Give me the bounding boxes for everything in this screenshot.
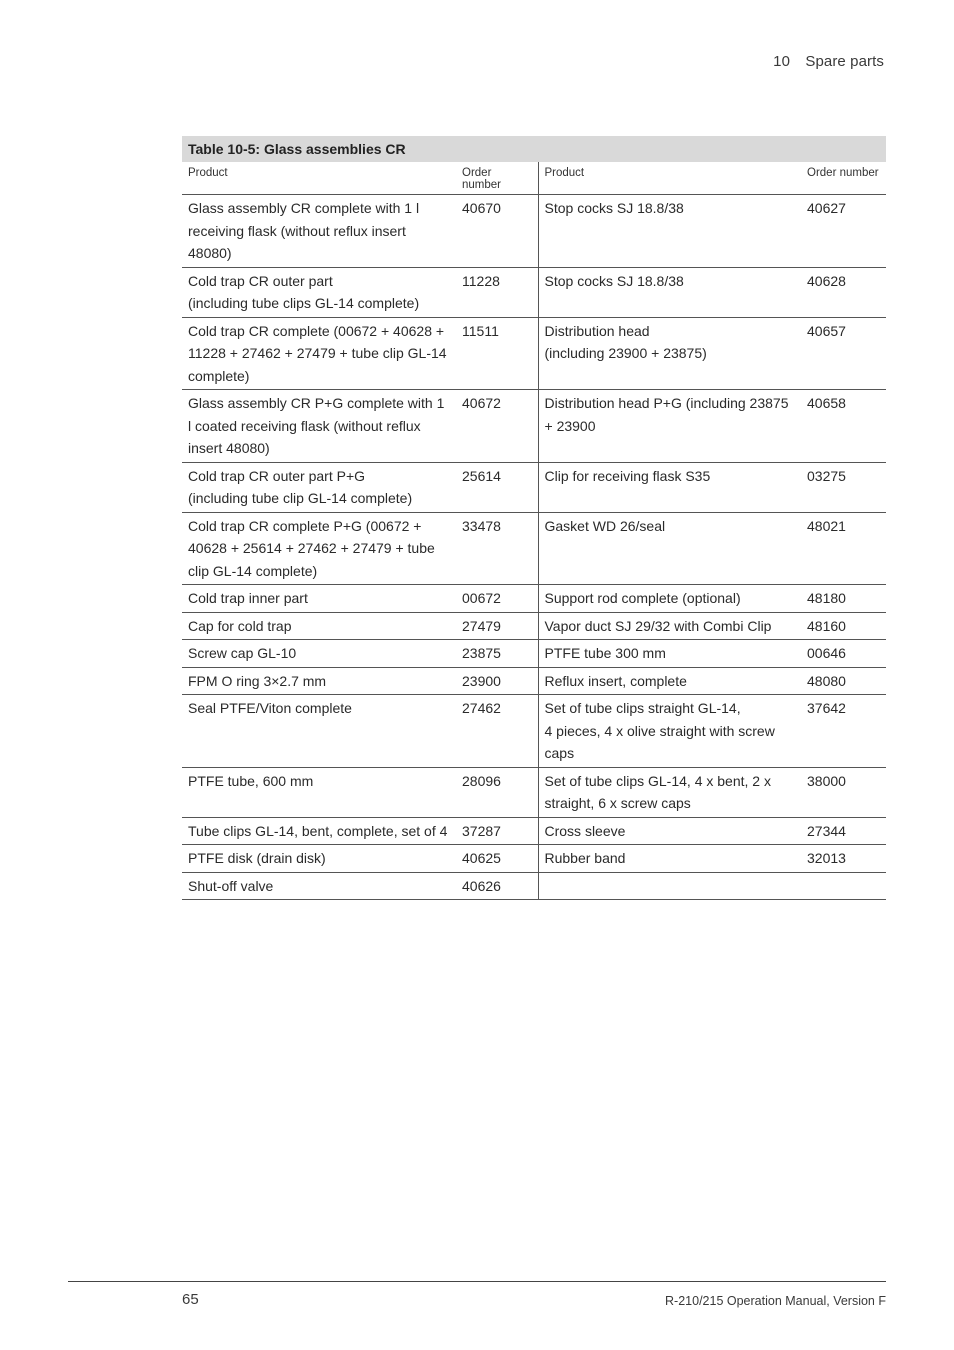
product-right-cell: Set of tube clips GL-14, 4 x bent, 2 x straight, 6 x screw caps xyxy=(538,767,801,817)
table-body xyxy=(182,195,886,900)
page-number: 65 xyxy=(182,1291,199,1308)
order-number-right-cell: 48180 xyxy=(801,585,886,613)
product-right-cell: Gasket WD 26/seal xyxy=(538,512,801,585)
table-row xyxy=(182,612,886,640)
order-number-left-cell: 23900 xyxy=(456,667,538,695)
footer-divider xyxy=(68,1281,886,1282)
spare-parts-table xyxy=(182,136,886,900)
product-right-cell: Rubber band xyxy=(538,845,801,873)
order-number-left-cell: 33478 xyxy=(456,512,538,585)
product-right-cell: Reflux insert, complete xyxy=(538,667,801,695)
table-row xyxy=(182,512,886,585)
product-right-cell: Support rod complete (optional) xyxy=(538,585,801,613)
chapter-number: 10 xyxy=(773,53,791,70)
table-row xyxy=(182,695,886,768)
table-row xyxy=(182,267,886,317)
product-right-cell: Cross sleeve xyxy=(538,817,801,845)
order-number-left-cell: 11511 xyxy=(456,317,538,390)
product-right-cell xyxy=(538,872,801,900)
order-number-left-cell: 37287 xyxy=(456,817,538,845)
order-number-left-cell: 40670 xyxy=(456,195,538,268)
order-number-right-cell: 00646 xyxy=(801,640,886,668)
table-row xyxy=(182,817,886,845)
product-left-cell: PTFE tube, 600 mm xyxy=(182,767,456,817)
column-header-product-left: Product xyxy=(182,162,456,195)
order-number-left-cell: 27462 xyxy=(456,695,538,768)
product-left-cell: Cold trap CR complete (00672 + 40628 + 11228 + 27462 + 27479 + tube clip GL-14 complete) xyxy=(182,317,456,390)
order-number-left-cell: 40625 xyxy=(456,845,538,873)
order-number-right-cell: 48080 xyxy=(801,667,886,695)
product-right-cell: Stop cocks SJ 18.8/38 xyxy=(538,267,801,317)
order-number-right-cell xyxy=(801,872,886,900)
product-left-cell: Glass assembly CR complete with 1 l receiving flask (without reflux insert 48080) xyxy=(182,195,456,268)
order-number-left-cell: 40672 xyxy=(456,390,538,463)
order-number-right-cell: 27344 xyxy=(801,817,886,845)
product-right-cell: Vapor duct SJ 29/32 with Combi Clip xyxy=(538,612,801,640)
product-left-cell: Cold trap CR complete P+G (00672 + 40628 + 25614 + 27462 + 27479 + tube clip GL-14 complete) xyxy=(182,512,456,585)
column-header-product-right: Product xyxy=(538,162,801,195)
table-row xyxy=(182,667,886,695)
order-number-left-cell: 40626 xyxy=(456,872,538,900)
product-right-cell: Distribution head P+G (including 23875 + 23900 xyxy=(538,390,801,463)
product-left-cell: Cold trap CR outer part (including tube clips GL-14 complete) xyxy=(182,267,456,317)
table-row xyxy=(182,845,886,873)
order-number-right-cell: 48021 xyxy=(801,512,886,585)
order-number-right-cell: 40628 xyxy=(801,267,886,317)
product-right-cell: PTFE tube 300 mm xyxy=(538,640,801,668)
column-header-order-number-right: Order number xyxy=(801,162,886,195)
order-number-right-cell: 38000 xyxy=(801,767,886,817)
manual-title: R-210/215 Operation Manual, Version F xyxy=(665,1294,886,1308)
table-row xyxy=(182,462,886,512)
product-left-cell: FPM O ring 3×2.7 mm xyxy=(182,667,456,695)
running-header xyxy=(773,53,884,70)
table-header-row xyxy=(182,162,886,195)
chapter-title: Spare parts xyxy=(805,53,884,70)
order-number-right-cell: 32013 xyxy=(801,845,886,873)
product-left-cell: PTFE disk (drain disk) xyxy=(182,845,456,873)
product-left-cell: Cap for cold trap xyxy=(182,612,456,640)
product-right-cell: Set of tube clips straight GL-14, 4 pieces, 4 x olive straight with screw caps xyxy=(538,695,801,768)
glass-assemblies-table xyxy=(182,162,886,900)
product-left-cell: Screw cap GL-10 xyxy=(182,640,456,668)
table-row xyxy=(182,767,886,817)
column-header-order-number-left: Order number xyxy=(456,162,538,195)
product-right-cell: Distribution head (including 23900 + 23875) xyxy=(538,317,801,390)
table-row xyxy=(182,195,886,268)
product-left-cell: Glass assembly CR P+G complete with 1 l coated receiving flask (without reflux insert 48080) xyxy=(182,390,456,463)
order-number-left-cell: 11228 xyxy=(456,267,538,317)
order-number-right-cell: 40657 xyxy=(801,317,886,390)
table-caption: Table 10-5: Glass assemblies CR xyxy=(182,136,886,162)
product-left-cell: Shut-off valve xyxy=(182,872,456,900)
product-left-cell: Tube clips GL-14, bent, complete, set of 4 xyxy=(182,817,456,845)
table-row xyxy=(182,640,886,668)
order-number-left-cell: 25614 xyxy=(456,462,538,512)
product-left-cell: Cold trap CR outer part P+G (including tube clip GL-14 complete) xyxy=(182,462,456,512)
product-left-cell: Seal PTFE/Viton complete xyxy=(182,695,456,768)
product-left-cell: Cold trap inner part xyxy=(182,585,456,613)
order-number-right-cell: 03275 xyxy=(801,462,886,512)
table-row xyxy=(182,390,886,463)
order-number-left-cell: 27479 xyxy=(456,612,538,640)
product-right-cell: Stop cocks SJ 18.8/38 xyxy=(538,195,801,268)
order-number-right-cell: 48160 xyxy=(801,612,886,640)
order-number-right-cell: 40627 xyxy=(801,195,886,268)
order-number-left-cell: 00672 xyxy=(456,585,538,613)
order-number-left-cell: 28096 xyxy=(456,767,538,817)
order-number-right-cell: 37642 xyxy=(801,695,886,768)
product-right-cell: Clip for receiving flask S35 xyxy=(538,462,801,512)
table-row xyxy=(182,585,886,613)
table-row xyxy=(182,317,886,390)
order-number-right-cell: 40658 xyxy=(801,390,886,463)
order-number-left-cell: 23875 xyxy=(456,640,538,668)
table-row xyxy=(182,872,886,900)
